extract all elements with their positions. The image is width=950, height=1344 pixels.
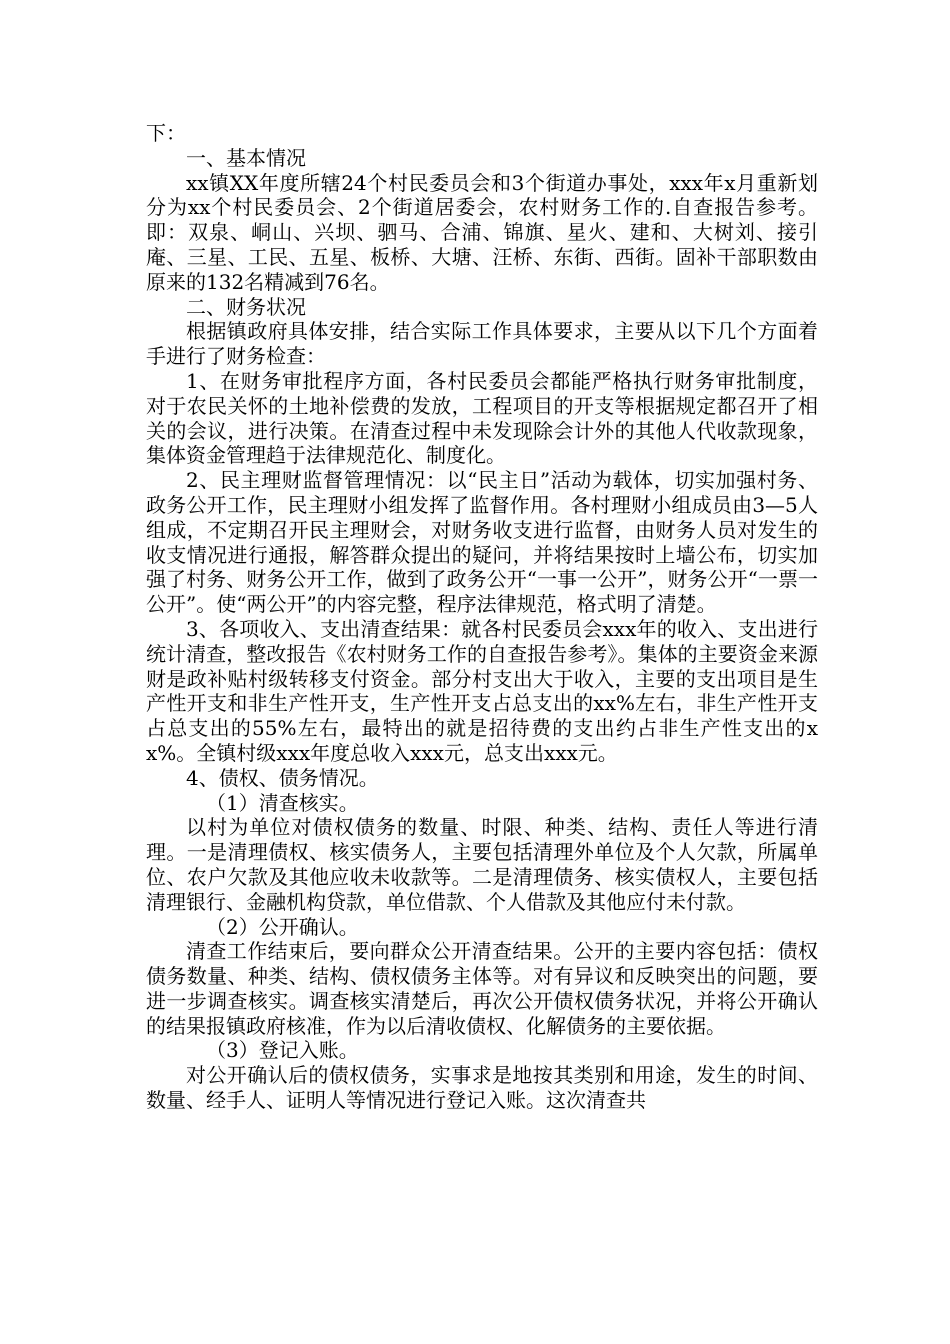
subheading-record: （3）登记入账。 (206, 1038, 359, 1063)
section-heading-financial-status: 二、财务状况 (186, 294, 306, 319)
paragraph-financial-intro: 根据镇政府具体安排，结合实际工作具体要求，主要从以下几个方面着手进行了财务检查： (146, 319, 818, 369)
paragraph-continuation: 下： (146, 121, 186, 145)
section-heading-basic-situation: 一、基本情况 (186, 145, 306, 170)
subheading-verify: （1）清查核实。 (206, 790, 359, 815)
paragraph-item-4-debts: 4、债权、债务情况。 (186, 765, 379, 790)
paragraph-record: 对公开确认后的债权债务，实事求是地按其类别和用途，发生的时间、数量、经手人、证明人等情况进行登记入账。这次清查共 (146, 1063, 818, 1113)
paragraph-basic-situation: xx镇XX年度所辖24个村民委员会和3个街道办事处，xxx年x月重新划分为xx个村民委员会、2个街道居委会，农村财务工作的.自查报告参考。即：双泉、峒山、兴坝、驷马、合浦、锦旗、星火、建和、大树刘、接引庵、三星、工民、五星、板桥、大塘、汪桥、东街、西街。固补干部职数由原来的132名精减到76名。 (146, 170, 818, 294)
paragraph-verify: 以村为单位对债权债务的数量、时限、种类、结构、责任人等进行清理。一是清理债权、核实债务人，主要包括清理外单位及个人欠款，所属单位、农户欠款及其他应收未收款等。二是清理债务、核实债权人，主要包括清理银行、金融机构贷款，单位借款、个人借款及其他应付未付款。 (146, 815, 818, 914)
paragraph-item-1-approval: 1、在财务审批程序方面，各村民委员会都能严格执行财务审批制度，对于农民关怀的土地补偿费的发放，工程项目的开支等根据规定都召开了相关的会议，进行决策。在清查过程中未发现除会计外的其他人代收款现象，集体资金管理趋于法律规范化、制度化。 (146, 368, 818, 468)
paragraph-item-3-income-expense: 3、各项收入、支出清查结果：就各村民委员会xxx年的收入、支出进行统计清查，整改报告《农村财务工作的自查报告参考》。集体的主要资金来源财是政补贴村级转移支付资金。部分村支出大于收入，主要的支出项目是生产性开支和非生产性开支，生产性开支占总支出的xx%左右，非生产性开支占总支出的55%左右，最特出的就是招待费的支出约占非生产性支出的xx%。全镇村级xxx年度总收入xxx元，总支出xxx元。 (146, 616, 818, 765)
document-body (146, 121, 818, 1113)
subheading-public-confirm: （2）公开确认。 (206, 914, 359, 939)
paragraph-public-confirm: 清查工作结束后，要向群众公开清查结果。公开的主要内容包括：债权债务数量、种类、结构、债权债务主体等。对有异议和反映突出的问题，要进一步调查核实。调查核实清楚后，再次公开债权债务状况，并将公开确认的结果报镇政府核准，作为以后清收债权、化解债务的主要依据。 (146, 939, 818, 1038)
paragraph-item-2-supervision: 2、民主理财监督管理情况：以“民主日”活动为载体，切实加强村务、政务公开工作，民主理财小组发挥了监督作用。各村理财小组成员由3—5人组成，不定期召开民主理财会，对财务收支进行监督，由财务人员对发生的收支情况进行通报，解答群众提出的疑问，并将结果按时上墙公布，切实加强了村务、财务公开工作，做到了政务公开“一事一公开”，财务公开“一票一公开”。使“两公开”的内容完整，程序法律规范，格式明了清楚。 (146, 468, 818, 617)
